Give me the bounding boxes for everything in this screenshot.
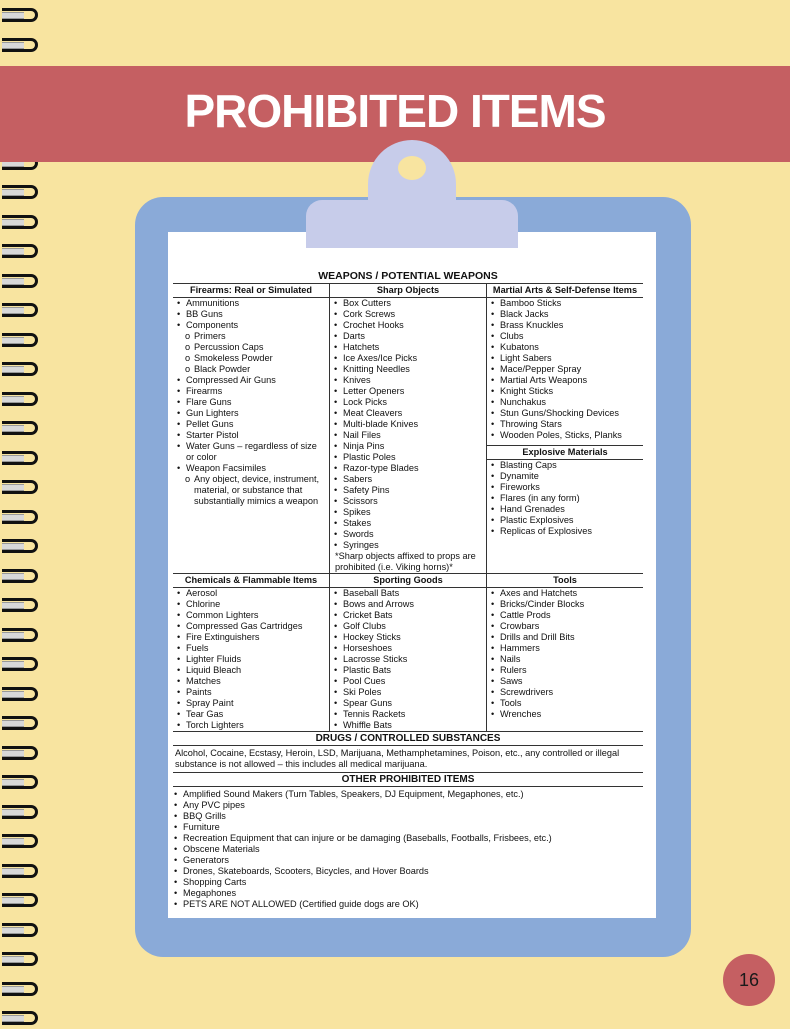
firearms-item: • Gun Lighters [176,408,326,419]
spiral-coil [2,950,42,970]
tools-item: • Tools [490,698,640,709]
sporting-goods-item: • Tennis Rackets [333,709,483,720]
firearms-item: • Water Guns – regardless of size or color [176,441,326,463]
firearms-item: • Components [176,320,326,331]
chemicals-item: • Chlorine [176,599,326,610]
coil-ring [2,392,38,406]
spiral-coil [2,714,42,734]
sharp-objects-item: • Ninja Pins [333,441,483,452]
spiral-coil [2,242,42,262]
weapons-row-1 [173,283,643,573]
chemicals-column [173,574,330,731]
martial-arts-item: • Brass Knuckles [490,320,640,331]
spiral-coil [2,773,42,793]
explosive-item: • Blasting Caps [490,460,640,471]
sporting-goods-item: • Spear Guns [333,698,483,709]
spiral-coil [2,744,42,764]
spiral-coil [2,567,42,587]
chemicals-item: • Fire Extinguishers [176,632,326,643]
coil-ring [2,362,38,376]
sharp-objects-item: • Swords [333,529,483,540]
martial-arts-item: • Clubs [490,331,640,342]
firearms-item: o Percussion Caps [176,342,326,353]
sharp-objects-item: • Sabers [333,474,483,485]
spiral-coil [2,419,42,439]
explosive-header: Explosive Materials [487,445,643,460]
sharp-objects-item: • Safety Pins [333,485,483,496]
martial-arts-item: • Mace/Pepper Spray [490,364,640,375]
sharp-objects-item: • Box Cutters [333,298,483,309]
explosive-item: • Flares (in any form) [490,493,640,504]
firearms-item: • Flare Guns [176,397,326,408]
martial-arts-item: • Wooden Poles, Sticks, Planks [490,430,640,441]
sharp-objects-item: • Crochet Hooks [333,320,483,331]
sharp-objects-item: • Knitting Needles [333,364,483,375]
sharp-objects-item: • Stakes [333,518,483,529]
spiral-coil [2,508,42,528]
sharp-objects-column [330,284,487,573]
coil-ring [2,539,38,553]
chemicals-item: • Lighter Fluids [176,654,326,665]
sporting-goods-item: • Pool Cues [333,676,483,687]
clip-base [306,200,518,248]
chemicals-item: • Common Lighters [176,610,326,621]
chemicals-item: • Liquid Bleach [176,665,326,676]
sporting-goods-item: • Hockey Sticks [333,632,483,643]
sharp-objects-item: • Plastic Poles [333,452,483,463]
coil-ring [2,244,38,258]
sharp-objects-item: • Razor-type Blades [333,463,483,474]
clip-hole [398,156,426,180]
sharp-objects-item: • Scissors [333,496,483,507]
coil-ring [2,716,38,730]
explosive-item: • Hand Grenades [490,504,640,515]
spiral-coil [2,626,42,646]
tools-item: • Screwdrivers [490,687,640,698]
coil-ring [2,215,38,229]
tools-item: • Crowbars [490,621,640,632]
firearms-item-list [176,298,326,507]
martial-arts-item-list [490,298,640,441]
explosive-item: • Replicas of Explosives [490,526,640,537]
sharp-objects-item: • Ice Axes/Ice Picks [333,353,483,364]
sharp-objects-item: • Cork Screws [333,309,483,320]
firearms-item: o Black Powder [176,364,326,375]
coil-ring [2,687,38,701]
martial-arts-item: • Bamboo Sticks [490,298,640,309]
spiral-coil [2,803,42,823]
spiral-coil [2,272,42,292]
sharp-objects-item: • Spikes [333,507,483,518]
sporting-goods-header: Sporting Goods [330,574,486,588]
sporting-goods-item: • Cricket Bats [333,610,483,621]
tools-item: • Saws [490,676,640,687]
sharp-objects-item: • Letter Openers [333,386,483,397]
coil-ring [2,893,38,907]
coil-ring [2,805,38,819]
tools-item: • Wrenches [490,709,640,720]
spiral-coil [2,685,42,705]
other-item: • PETS ARE NOT ALLOWED (Certified guide dogs are OK) [173,899,643,910]
explosive-item: • Fireworks [490,482,640,493]
coil-ring [2,1011,38,1025]
sporting-goods-item: • Lacrosse Sticks [333,654,483,665]
sporting-goods-item: • Golf Clubs [333,621,483,632]
coil-ring [2,185,38,199]
sharp-objects-item: • Meat Cleavers [333,408,483,419]
other-item: • Any PVC pipes [173,800,643,811]
firearms-item: o Primers [176,331,326,342]
spiral-coil [2,6,42,26]
martial-arts-column [487,284,643,573]
sharp-objects-item: • Hatchets [333,342,483,353]
spiral-coil [2,832,42,852]
tools-item: • Drills and Drill Bits [490,632,640,643]
other-item: • Megaphones [173,888,643,899]
spiral-coil [2,478,42,498]
spiral-coil [2,655,42,675]
coil-ring [2,628,38,642]
sharp-objects-item: • Lock Picks [333,397,483,408]
sporting-goods-item: • Bows and Arrows [333,599,483,610]
spiral-coil [2,862,42,882]
firearms-header: Firearms: Real or Simulated [173,284,329,298]
martial-arts-item: • Stun Guns/Shocking Devices [490,408,640,419]
spiral-coil [2,596,42,616]
other-item: • Furniture [173,822,643,833]
other-item: • Shopping Carts [173,877,643,888]
firearms-item: • Pellet Guns [176,419,326,430]
chemicals-item: • Tear Gas [176,709,326,720]
tools-header: Tools [487,574,643,588]
coil-ring [2,333,38,347]
chemicals-item: • Paints [176,687,326,698]
chemicals-header: Chemicals & Flammable Items [173,574,329,588]
weapons-row-2 [173,573,643,731]
tools-item: • Bricks/Cinder Blocks [490,599,640,610]
coil-ring [2,569,38,583]
spiral-coil [2,331,42,351]
firearms-item: • Starter Pistol [176,430,326,441]
coil-ring [2,480,38,494]
tools-item: • Axes and Hatchets [490,588,640,599]
coil-ring [2,657,38,671]
coil-ring [2,598,38,612]
page-number-badge: 16 [723,954,775,1006]
coil-ring [2,38,38,52]
spiral-coil [2,891,42,911]
coil-ring [2,834,38,848]
spiral-coil [2,301,42,321]
sharp-objects-item: • Darts [333,331,483,342]
spiral-coil [2,36,42,56]
other-item: • Amplified Sound Makers (Turn Tables, Speakers, DJ Equipment, Megaphones, etc.) [173,789,643,800]
martial-arts-header: Martial Arts & Self-Defense Items [487,284,643,298]
chemicals-item: • Fuels [176,643,326,654]
sporting-goods-item: • Ski Poles [333,687,483,698]
coil-ring [2,952,38,966]
other-item-list [173,787,643,910]
firearms-item: • BB Guns [176,309,326,320]
coil-ring [2,451,38,465]
chemicals-item: • Spray Paint [176,698,326,709]
martial-arts-item: • Nunchakus [490,397,640,408]
sharp-objects-header: Sharp Objects [330,284,486,298]
drugs-text: Alcohol, Cocaine, Ecstasy, Heroin, LSD, Marijuana, Methamphetamines, Poison, etc., any controlled or illegal substance is not allowed – this includes all medical marijuana. [175,748,620,769]
other-items-title: OTHER PROHIBITED ITEMS [173,772,643,787]
firearms-item: • Firearms [176,386,326,397]
coil-ring [2,923,38,937]
chemicals-item-list [176,588,326,731]
explosive-item: • Dynamite [490,471,640,482]
spiral-coil [2,390,42,410]
sporting-goods-item-list [333,588,483,731]
spiral-coil [2,980,42,1000]
other-item: • Recreation Equipment that can injure or be damaging (Baseballs, Footballs, Frisbees, etc.) [173,833,643,844]
tools-item: • Cattle Prods [490,610,640,621]
spiral-coil [2,213,42,233]
martial-arts-item: • Martial Arts Weapons [490,375,640,386]
sporting-goods-item: • Plastic Bats [333,665,483,676]
spiral-coil [2,1009,42,1029]
martial-arts-item: • Kubatons [490,342,640,353]
sharp-objects-item: • Syringes [333,540,483,551]
firearms-item: • Ammunitions [176,298,326,309]
chemicals-item: • Aerosol [176,588,326,599]
explosive-item-list [490,460,640,537]
other-item: • BBQ Grills [173,811,643,822]
spiral-coil [2,921,42,941]
coil-ring [2,8,38,22]
sporting-goods-item: • Baseball Bats [333,588,483,599]
spiral-coil [2,537,42,557]
coil-ring [2,421,38,435]
explosive-item: • Plastic Explosives [490,515,640,526]
prohibited-items-document [173,270,643,910]
clipboard-clip [306,140,518,248]
firearms-column [173,284,330,573]
chemicals-item: • Compressed Gas Cartridges [176,621,326,632]
chemicals-item: • Matches [176,676,326,687]
firearms-item: o Smokeless Powder [176,353,326,364]
page-title: PROHIBITED ITEMS [184,85,606,137]
sharp-objects-note: *Sharp objects affixed to props are prohibited (i.e. Viking horns)* [335,551,476,572]
firearms-item: • Weapon Facsimiles [176,463,326,474]
coil-ring [2,982,38,996]
firearms-item: • Compressed Air Guns [176,375,326,386]
chemicals-item: • Torch Lighters [176,720,326,731]
spiral-coil [2,183,42,203]
martial-arts-item: • Light Sabers [490,353,640,364]
martial-arts-item: • Throwing Stars [490,419,640,430]
other-item: • Drones, Skateboards, Scooters, Bicycles, and Hover Boards [173,866,643,877]
sporting-goods-item: • Horseshoes [333,643,483,654]
other-item: • Generators [173,855,643,866]
spiral-coil [2,360,42,380]
sharp-objects-item: • Nail Files [333,430,483,441]
coil-ring [2,303,38,317]
sharp-objects-item: • Knives [333,375,483,386]
coil-ring [2,775,38,789]
sporting-goods-column [330,574,487,731]
firearms-item: o Any object, device, instrument, material, or substance that substantially mimics a weapon [176,474,326,507]
coil-ring [2,274,38,288]
tools-item: • Nails [490,654,640,665]
other-item: • Obscene Materials [173,844,643,855]
coil-ring [2,746,38,760]
spiral-coil [2,449,42,469]
tools-item: • Rulers [490,665,640,676]
martial-arts-item: • Knight Sticks [490,386,640,397]
weapons-title: WEAPONS / POTENTIAL WEAPONS [318,270,498,282]
sharp-objects-item: • Multi-blade Knives [333,419,483,430]
sporting-goods-item: • Whiffle Bats [333,720,483,731]
tools-column [487,574,643,731]
sharp-objects-item-list [333,298,483,551]
martial-arts-item: • Black Jacks [490,309,640,320]
coil-ring [2,864,38,878]
drugs-title: DRUGS / CONTROLLED SUBSTANCES [173,731,643,746]
tools-item: • Hammers [490,643,640,654]
coil-ring [2,510,38,524]
tools-item-list [490,588,640,720]
